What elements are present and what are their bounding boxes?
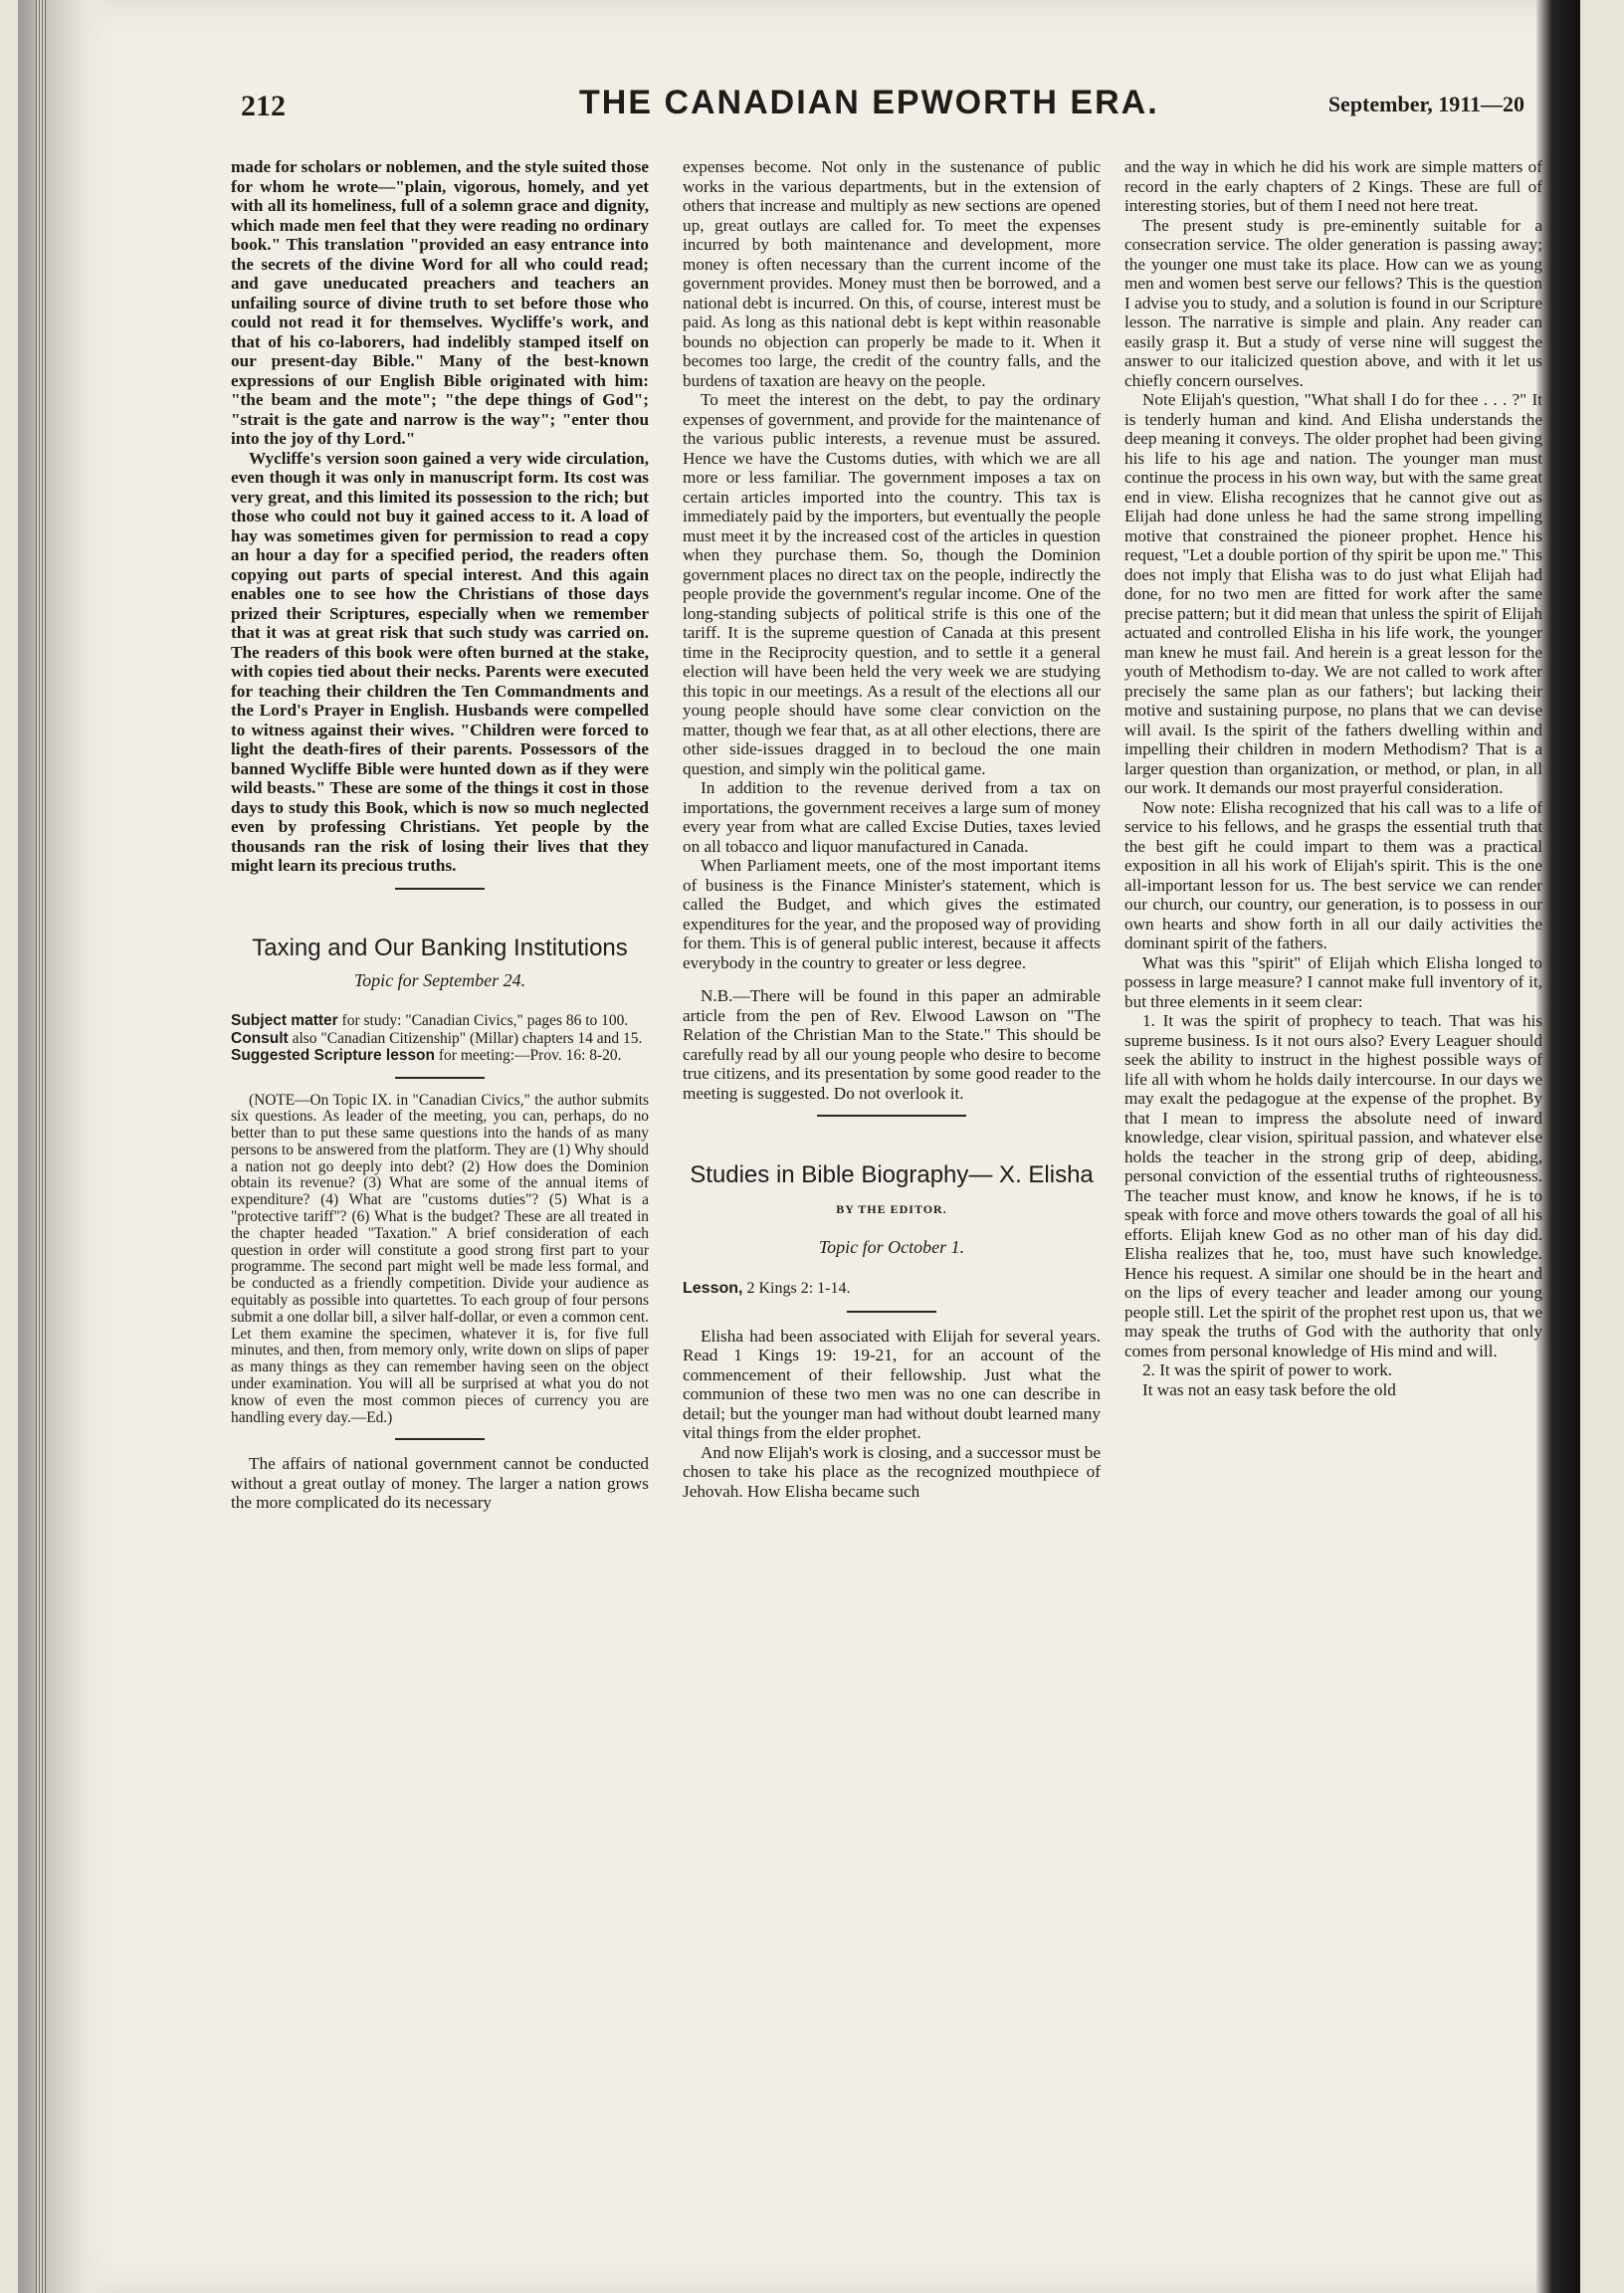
consult-label: Consult: [231, 1029, 289, 1047]
section-divider: [817, 1115, 966, 1117]
issue-date: September, 1911—20: [1327, 92, 1524, 116]
paragraph: 1. It was the spirit of prophecy to teach. That was his supreme business. Is it not ours also? Every Leaguer should seek the ability to instruct in the highest possible ways of life all with whom he holds daily intercourse. In our days we may exalt the pedagogue at the expense of the prophet. By that I mean to impress the absolute need of inward knowledge, clear vision, spiritual passion, and whatever else holds the teacher in the strong grip of deep, abiding, personal conviction of the essential truths of righteousness. The teacher must know, and know he knows, if he is to speak with force and move others towards the goal of all his efforts. Elijah knew God as no other man of his day did. Elisha realizes that he, too, must have such knowledge. Hence his request. A similar one should be in the heart and on the lips of every teacher and leader among our young people still. Let the spirit of the prophet rest upon us, that we may speak the truths of God with the authority that only comes from personal knowledge of His mind and will.: [1124, 1011, 1542, 1360]
page-binding-shadow: [18, 0, 117, 2293]
paragraph: expenses become. Not only in the sustenance of public works in the various departments, but in the extension of others that increase and multiply as new sections are opened up, great outlays are called for. To meet the expenses incurred by both maintenance and development, more money is often necessary than the current income of the government provides. Money must then be borrowed, and a national debt is incurred. On this, of course, interest must be paid. As long as this national debt is kept within reasonable bounds no objection can properly be made to it. When it becomes too large, the credit of the country falls, and the burdens of taxation are heavy on the people.: [683, 157, 1101, 390]
page-right-edge: [1536, 0, 1580, 2293]
section-divider: [395, 1438, 485, 1440]
nb-paragraph: N.B.—There will be found in this paper an admirable article from the pen of Rev. Elwood Lawson on "The Relation of the Christian Man to the State." This should be carefully read by all our young people who desire to become true citizens, and its presentation by some good reader to the meeting is suggested. Do not overlook it.: [683, 986, 1101, 1103]
scripture-line: [231, 1047, 649, 1065]
section-title-elisha: Studies in Bible Biography— X. Elisha: [690, 1161, 1094, 1188]
magazine-title: THE CANADIAN EPWORTH ERA.: [579, 84, 1159, 121]
section-divider: [395, 1077, 485, 1079]
section-topic: Topic for September 24.: [353, 969, 526, 990]
paragraph: 2. It was the spirit of power to work.: [1142, 1360, 1393, 1379]
spacer: [683, 972, 1101, 986]
paragraph: In addition to the revenue derived from a tax on importations, the government receives a large sum of money every year from what are called Excise Duties, taxes levied on all tobacco and liquor manufactured in Canada.: [683, 778, 1101, 856]
paragraph: Elisha had been associated with Elijah for several years. Read 1 Kings 19: 19-21, for an account of the commencement of their fellowship. Just what the communion of these two men was no one can describe in detail; but the younger man had without doubt learned many vital things from the elder prophet.: [683, 1326, 1101, 1442]
paragraph: The present study is pre-eminently suitable for a consecration service. The older generation is passing away; the younger one must take its place. How can we as young men and women best serve our fellows? This is the question I advise you to study, and a solution is found in our Scripture lesson. The narrative is simple and plain. Any reader can easily grasp it. But a study of verse nine will suggest the answer to our italicized question above, and with it let us chiefly concern ourselves.: [1124, 215, 1542, 390]
paragraph: Now note: Elisha recognized that his call was to a life of service to his fellows, and he grasps the essential truth that the best gift he could impart to them was a practical exposition in all his work of Elijah's spirit. This is the one all-important lesson for us. The best service we can render our church, our country, our generation, is to possess in our own hearts and show forth in all our daily activities the dominant spirit of the fathers.: [1124, 797, 1542, 952]
subject-matter-line: [231, 1012, 649, 1030]
paragraph: The affairs of national government cannot be conducted without a great outlay of money. The larger a nation grows the more complicated do its necessary: [231, 1454, 649, 1513]
byline: BY THE EDITOR.: [836, 1202, 947, 1216]
paragraph: It was not an easy task before the old: [1142, 1379, 1396, 1399]
column-3: [1124, 157, 1542, 1399]
column-2: [683, 157, 1101, 1501]
paragraph: Note Elijah's question, "What shall I do for thee . . . ?" It is tenderly human and kind. And Elisha understands the deep meaning it conveys. The older prophet had been giving his life to his age and nation. The younger man must continue the process in his own way, but with the same great end in view. Elisha recognizes that he cannot give out as Elijah had done unless he had the same strong impelling motive that constrained the pioneer prophet. Hence his request, "Let a double portion of thy spirit be upon me." This does not imply that Elisha was to do just what Elijah had done, for no two men are fitted for work after the same precise pattern; but it did mean that unless the spirit of Elijah actuated and controlled Elisha in his life work, the younger man knew he must fail. And herein is a great lesson for the youth of Methodism to-day. We are not called to work after precisely the same plan as our fathers'; but lacking their motive and sustaining purpose, no plans that we can devise will avail. Is the spirit of the fathers dwelling within and impelling their children in modern Methodism? That is a larger question than organization, or method, or plan, in all our work. It demands our most prayerful consideration.: [1124, 390, 1542, 797]
paragraph: and the way in which he did his work are simple matters of record in the early chapters of 2 Kings. These are full of interesting stories, but of them I need not here treat.: [1124, 157, 1542, 215]
subject-label: Subject matter: [231, 1012, 338, 1029]
section-title-taxing: Taxing and Our Banking Institutions: [252, 934, 628, 961]
section-divider: [395, 888, 485, 890]
paragraph: made for scholars or noblemen, and the style suited those for whom he wrote—"plain, vigorous, homely, and yet with all its homeliness, full of a solemn grace and dignity, which made men feel that they were reading no ordinary book." This translation "provided an easy entrance into the secrets of the divine Word for all who could read; and gave uneducated preachers and teachers an unfailing source of divine truth to set before those who could not read it for themselves. Wycliffe's work, and that of his co-laborers, had indelibly stamped itself on our present-day Bible." Many of the best-known expressions of our English Bible originated with him: "the beam and the mote"; "the depe things of God"; "strait is the gate and narrow is the way"; "enter thou into the joy of thy Lord.": [231, 157, 649, 448]
section-topic: Topic for October 1.: [818, 1236, 965, 1257]
consult-text: also "Canadian Citizenship" (Millar) chapters 14 and 15.: [292, 1029, 643, 1047]
editor-note: (NOTE—On Topic IX. in "Canadian Civics," the author submits six questions. As leader of the meeting, you can, perhaps, do no better than to put these same questions into the hands of as many persons to be answered from the platform. They are (1) Why should a nation not go deeply into debt? (2) How does the Dominion obtain its revenue? (3) What are some of the annual items of expenditure? (4) What are "customs duties"? (5) What is a "protective tariff"? (6) What is the budget? These are all treated in the chapter headed "Taxation." A brief consideration of each question in order will constitute a good strong first part to your programme. The second part might well be made less formal, and be conducted as a friendly competition. Divide your audience as equitably as possible into quartettes. To each group of four persons submit a one dollar bill, a silver half-dollar, or even a common cent. Let them examine the specimen, whatever it is, for five full minutes, and then, from memory only, write down on slips of paper as many things as they can remember having seen on the object under examination. You will all be surprised at what you do not know of even the most common pieces of currency you are handling every day.—Ed.): [231, 1091, 649, 1426]
paragraph: What was this "spirit" of Elijah which Elisha longed to possess in large measure? I cannot make full inventory of it, but three elements in it seem clear:: [1124, 952, 1542, 1011]
lesson-line: [683, 1279, 1101, 1299]
section-divider: [847, 1311, 936, 1313]
column-1: [231, 157, 649, 1513]
scripture-label: Suggested Scripture lesson: [231, 1047, 435, 1064]
subject-text: for study: "Canadian Civics," pages 86 to 100.: [341, 1012, 629, 1029]
book-spine-edge: [36, 0, 46, 2293]
magazine-page: [18, 0, 1580, 2293]
bold-article-block: [231, 157, 649, 876]
scripture-text: for meeting:—Prov. 16: 8-20.: [438, 1047, 622, 1064]
page-header: [241, 84, 1524, 123]
lesson-text: 2 Kings 2: 1-14.: [746, 1280, 851, 1297]
paragraph: Wycliffe's version soon gained a very wide circulation, even though it was only in manuscript form. Its cost was very great, and this limited its possession to the rich; but those who could not buy it gained access to it. A load of hay was sometimes given for permission to read a copy an hour a day for a specified period, the readers often copying out parts of special interest. And this again enables one to see how the Christians of those days prized their Scriptures, especially when we remember that it was at great risk that such study was carried on. The readers of this book were often burned at the stake, with copies tied about their necks. Parents were executed for teaching their children the Ten Commandments and the Lord's Prayer in English. Husbands were compelled to witness against their wives. "Children were forced to light the death-fires of their parents. Possessors of the banned Wycliffe Bible were hunted down as if they were wild beasts." These are some of the things it cost in those days to study this Book, which is now so much neglected even by professing Christians. Yet people by the thousands ran the risk of losing their lives that they might learn its precious truths.: [231, 448, 649, 875]
paragraph: When Parliament meets, one of the most important items of business is the Finance Minister's statement, which is called the Budget, and which gives the estimated expenditures for the year, and the proposed way of providing for them. This is of general public interest, because it affects everybody in the country to greater or less degree.: [683, 856, 1101, 972]
lesson-label: Lesson,: [683, 1280, 743, 1297]
paragraph: To meet the interest on the debt, to pay the ordinary expenses of government, and provide for the maintenance of the various public interests, a revenue must be assured. Hence we have the Customs duties, with which we are all more or less familiar. The government imposes a tax on certain articles imported into the country. This tax is immediately paid by the importers, but eventually the people must meet it by the increased cost of the articles in question when they purchase them. So, though the Dominion government places no direct tax on the people, indirectly the people provide the government's regular income. One of the long-standing subjects of political strife is this one of the tariff. It is the supreme question of Canada at this present time in the Reciprocity question, and to settle it a general election will have been held the very week we are studying this topic in our meetings. As a result of the elections all our young people should have some clear conviction on the matter, though we fear that, as at all other elections, there are other side-issues dragged in to becloud the one main question, and simply win the political game.: [683, 390, 1101, 778]
paragraph: And now Elijah's work is closing, and a successor must be chosen to take his place as the recognized mouthpiece of Jehovah. How Elisha became such: [683, 1442, 1101, 1501]
page-number: 212: [241, 90, 286, 122]
consult-line: [231, 1030, 649, 1048]
